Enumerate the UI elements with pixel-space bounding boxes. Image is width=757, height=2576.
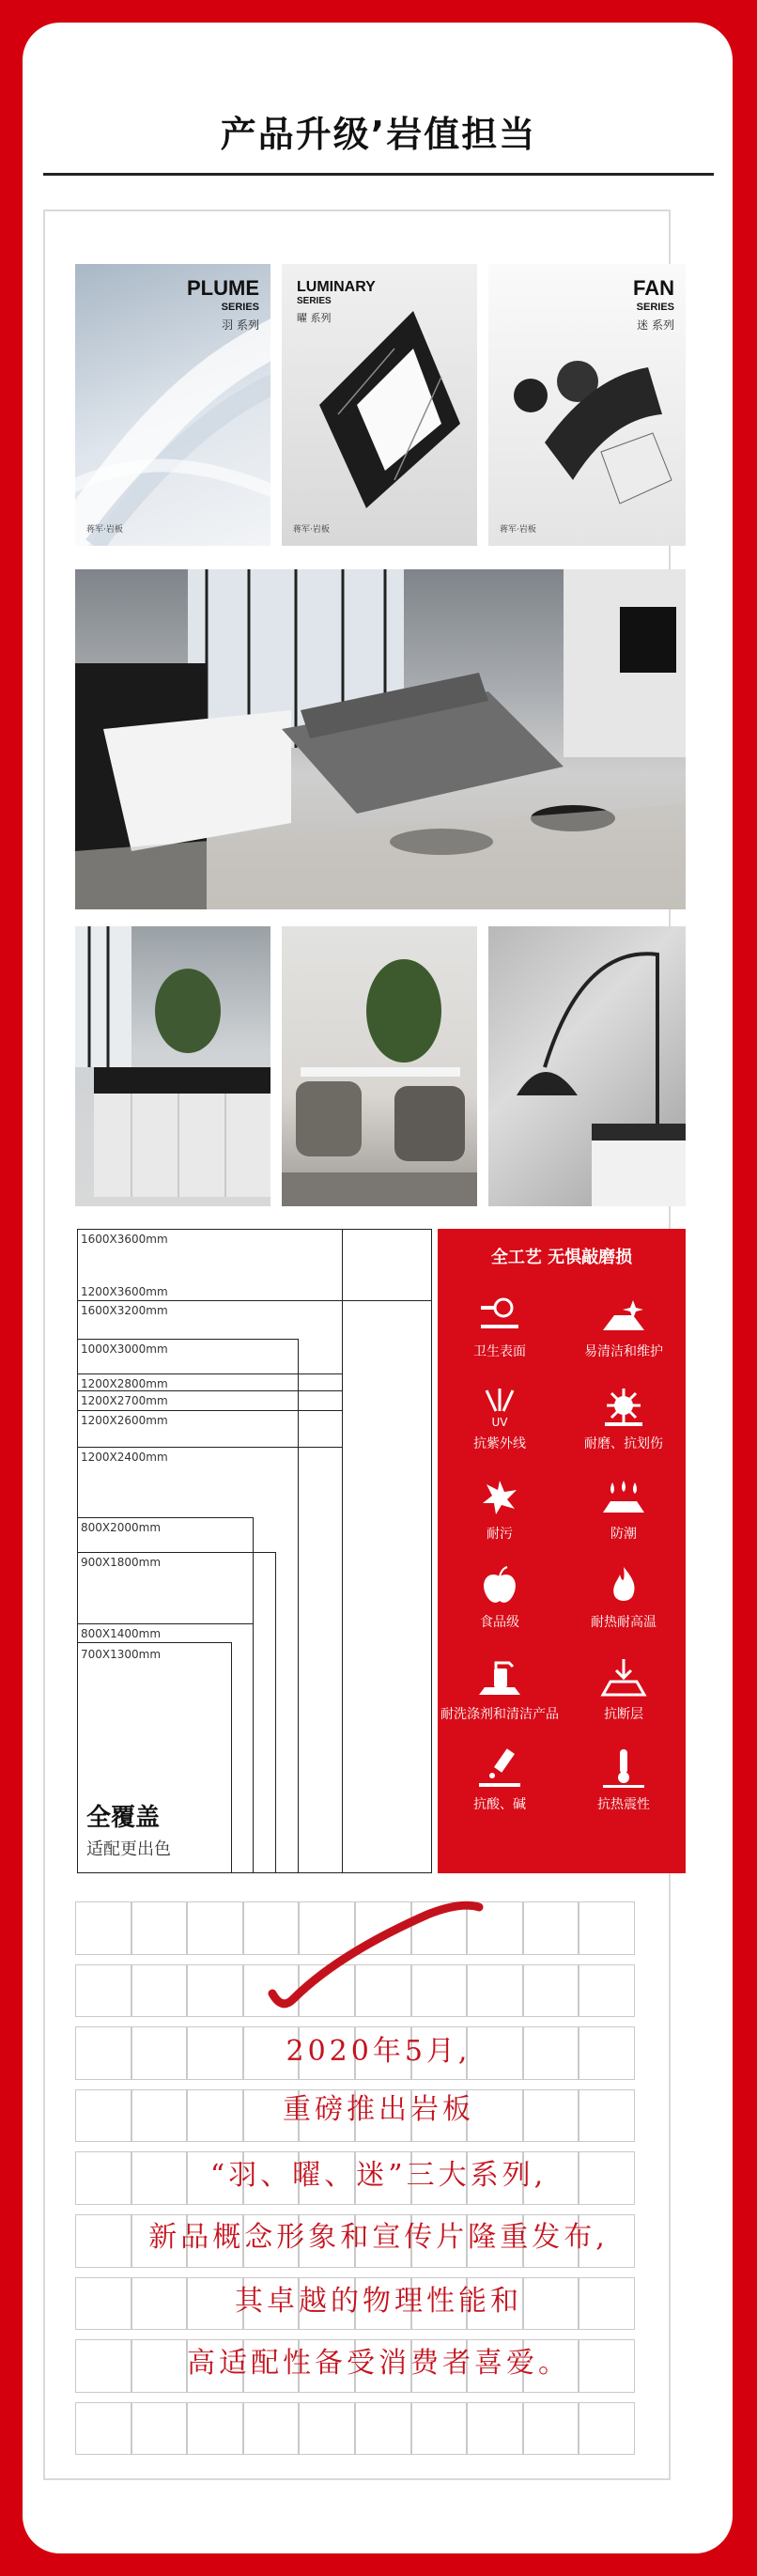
craft-panel-title: 全工艺 无惧敲磨损 [490, 1248, 633, 1267]
poster-luminary-brand: 蒋军·岩板 [293, 525, 330, 535]
poster-plume-brand: 蒋军·岩板 [86, 525, 123, 535]
page-title: 产品升级’岩值担当 [220, 114, 537, 155]
size-label: 1200X2600mm [81, 1414, 168, 1427]
size-label: 1200X2400mm [81, 1451, 168, 1464]
feature-label: 抗热震性 [597, 1797, 650, 1812]
poster-plume-name: 羽 系列 [222, 318, 259, 332]
poster-fan-name: 迷 系列 [637, 318, 674, 332]
poster-luminary-name: 曜 系列 [297, 312, 332, 324]
feature-label: 易清洁和维护 [584, 1344, 663, 1359]
full-coverage-subtitle: 适配更出色 [86, 1839, 171, 1859]
poster-luminary-series: SERIES [297, 296, 332, 306]
poster-plume-title: PLUME [187, 276, 259, 300]
feature-label: 耐磨、抗划伤 [584, 1436, 663, 1451]
feature-label: 抗酸、碱 [473, 1797, 526, 1812]
size-label: 1200X3600mm [81, 1285, 168, 1298]
size-label: 900X1800mm [81, 1556, 162, 1569]
size-label: 800X1400mm [81, 1627, 162, 1640]
handwriting-line: 其卓越的物理性能和 [235, 2285, 522, 2318]
size-label: 1000X3000mm [81, 1342, 168, 1356]
size-label: 1200X2800mm [81, 1377, 168, 1390]
feature-label: 耐洗涤剂和清洁产品 [440, 1707, 559, 1722]
size-label: 1600X3600mm [81, 1233, 168, 1246]
feature-label: 抗紫外线 [473, 1436, 526, 1451]
poster-luminary-title: LUMINARY [297, 279, 376, 295]
size-label: 700X1300mm [81, 1648, 162, 1661]
size-label: 800X2000mm [81, 1521, 162, 1534]
poster-fan-title: FAN [633, 276, 674, 300]
poster-fan-series: SERIES [636, 302, 674, 313]
feature-label: 抗断层 [604, 1707, 643, 1722]
feature-label: 防潮 [610, 1527, 637, 1542]
handwriting-line: 重磅推出岩板 [283, 2093, 474, 2126]
feature-label: 耐热耐高温 [591, 1615, 657, 1630]
size-label: 1600X3200mm [81, 1304, 168, 1317]
handwriting-line: “羽、曜、迷”三大系列, [209, 2159, 548, 2192]
svg-text:UV: UV [491, 1416, 508, 1428]
handwriting-line: 高适配性备受消费者喜爱。 [187, 2347, 570, 2380]
size-label: 1200X2700mm [81, 1394, 168, 1407]
poster-fan-brand: 蒋军·岩板 [500, 525, 536, 535]
full-coverage-title: 全覆盖 [86, 1804, 161, 1832]
feature-label: 耐污 [487, 1527, 513, 1542]
poster-plume-series: SERIES [221, 302, 259, 313]
handwriting-line: 新品概念形象和宣传片隆重发布, [148, 2221, 609, 2254]
handwriting-line: 2020年5月, [286, 2035, 471, 2068]
feature-label: 卫生表面 [473, 1344, 526, 1359]
feature-label: 食品级 [480, 1615, 519, 1630]
